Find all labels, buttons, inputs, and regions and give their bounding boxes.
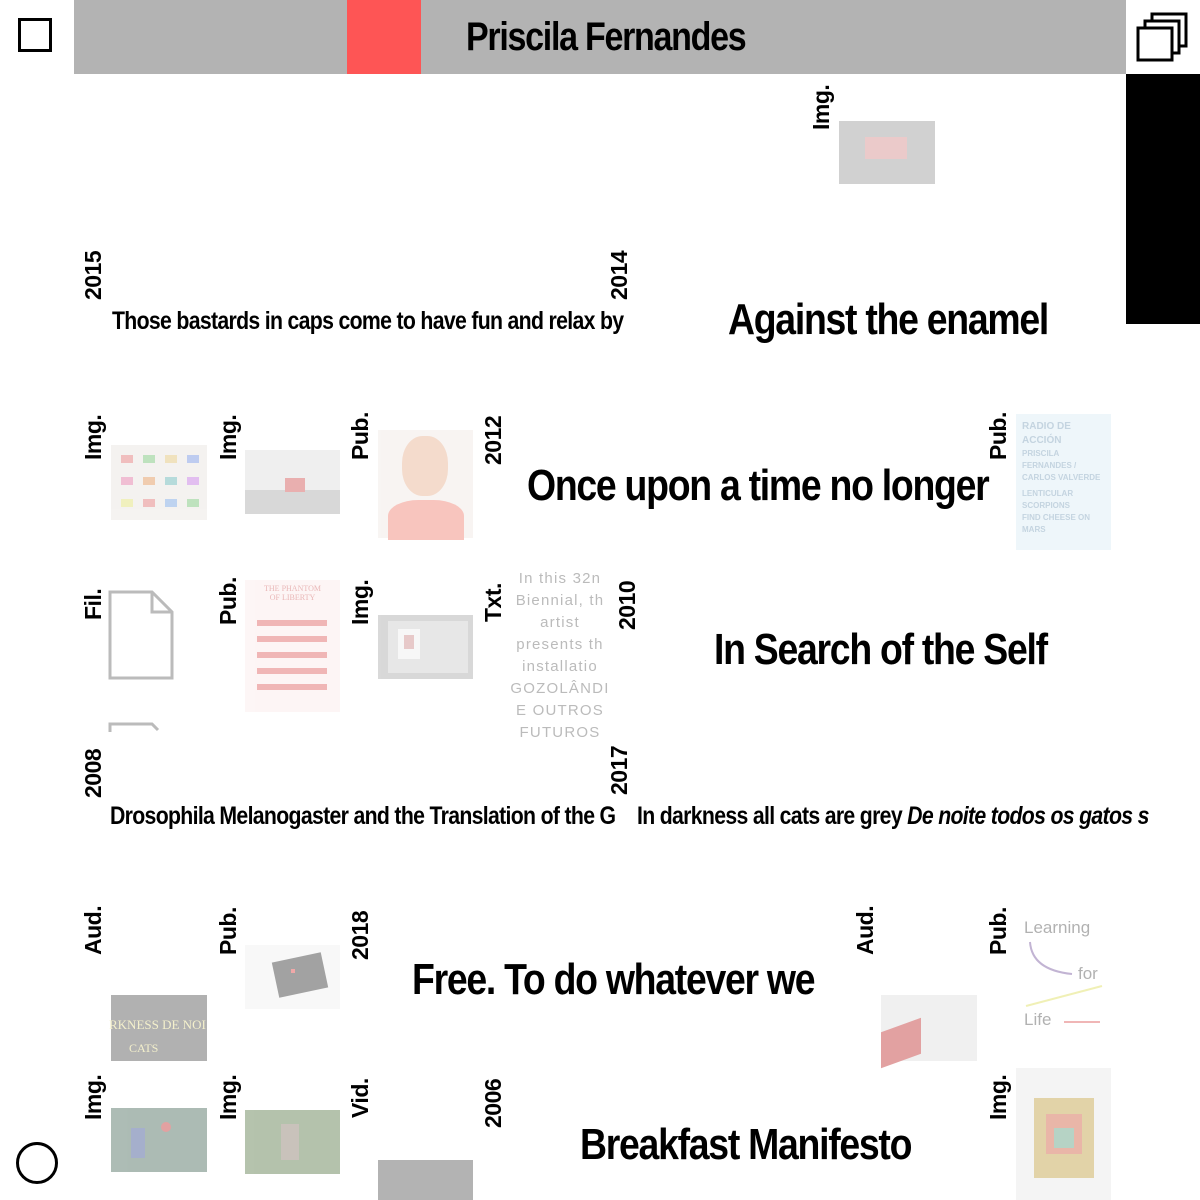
type-label-pub: Pub. <box>985 412 1011 460</box>
thumbnail-image[interactable] <box>881 995 977 1061</box>
publication-cover[interactable]: RADIO DE ACCIÓN PRISCILA FERNANDES / CARLOS VALVERDE LENTICULAR SCORPIONS FIND CHEESE ON MARS <box>1016 414 1111 550</box>
type-label-aud: Aud. <box>852 905 878 955</box>
project-title[interactable]: In Search of the Self <box>714 625 1047 674</box>
year-label: 2010 <box>614 580 640 630</box>
thumbnail-image[interactable] <box>839 121 935 184</box>
project-title[interactable]: Once upon a time no longer <box>527 461 989 510</box>
year-label: 2008 <box>80 748 106 798</box>
stacked-windows-icon[interactable] <box>1136 12 1190 64</box>
site-title[interactable]: Priscila Fernandes <box>466 15 746 59</box>
year-label: 2014 <box>606 250 632 300</box>
type-label-pub: Pub. <box>215 907 241 955</box>
year-label: 2006 <box>480 1078 506 1128</box>
project-title[interactable]: Against the enamel <box>728 295 1048 344</box>
thumbnail-image[interactable]: RKNESS DE NOI CATS <box>111 995 207 1061</box>
type-label-vid: Vid. <box>347 1078 373 1118</box>
type-label-fil: Fil. <box>80 588 106 620</box>
year-label: 2015 <box>80 250 106 300</box>
thumbnail-image[interactable] <box>245 450 340 514</box>
file-icon[interactable] <box>108 722 174 732</box>
project-title[interactable]: Those bastards in caps come to have fun and relax by <box>112 307 624 335</box>
thumbnail-image[interactable] <box>111 1108 207 1172</box>
sidebar-panel <box>1126 74 1200 324</box>
project-title[interactable]: In darkness all cats are grey De noite todos os gatos s <box>637 802 1149 830</box>
type-label-pub: Pub. <box>215 577 241 625</box>
year-label: 2017 <box>606 745 632 795</box>
project-title[interactable]: Breakfast Manifesto <box>580 1120 912 1169</box>
publication-cover[interactable] <box>245 945 340 1009</box>
year-label: 2012 <box>480 415 506 465</box>
accent-block <box>347 0 421 74</box>
circle-icon[interactable] <box>16 1142 58 1184</box>
project-title[interactable]: Free. To do whatever we <box>412 955 815 1004</box>
type-label-img: Img. <box>80 414 106 460</box>
type-label-img: Img. <box>985 1074 1011 1120</box>
type-label-img: Img. <box>215 414 241 460</box>
publication-cover[interactable]: Learning for Life <box>1016 910 1116 1060</box>
type-label-img: Img. <box>215 1074 241 1120</box>
thumbnail-image[interactable] <box>245 1110 340 1174</box>
video-thumbnail[interactable] <box>378 1160 473 1200</box>
thumbnail-image[interactable] <box>1016 1068 1111 1200</box>
thumbnail-portrait[interactable] <box>378 430 473 538</box>
thumbnail-image[interactable] <box>111 445 207 520</box>
publication-cover[interactable]: THE PHANTOM OF LIBERTY <box>245 580 340 712</box>
type-label-pub: Pub. <box>347 412 373 460</box>
type-label-aud: Aud. <box>80 905 106 955</box>
type-label-txt: Txt. <box>480 583 506 622</box>
year-label: 2018 <box>347 910 373 960</box>
file-icon[interactable] <box>108 590 174 680</box>
type-label-pub: Pub. <box>985 907 1011 955</box>
text-excerpt[interactable]: In this 32n Biennial, th artist presents th installatio GOZOLÂNDI E OUTROS FUTUROS <box>510 570 610 741</box>
square-icon[interactable] <box>18 18 52 52</box>
type-label-img: Img. <box>347 579 373 625</box>
thumbnail-image[interactable] <box>378 615 473 679</box>
type-label-img: Img. <box>808 84 834 130</box>
project-title[interactable]: Drosophila Melanogaster and the Translation of the G <box>110 802 616 830</box>
type-label-img: Img. <box>80 1074 106 1120</box>
